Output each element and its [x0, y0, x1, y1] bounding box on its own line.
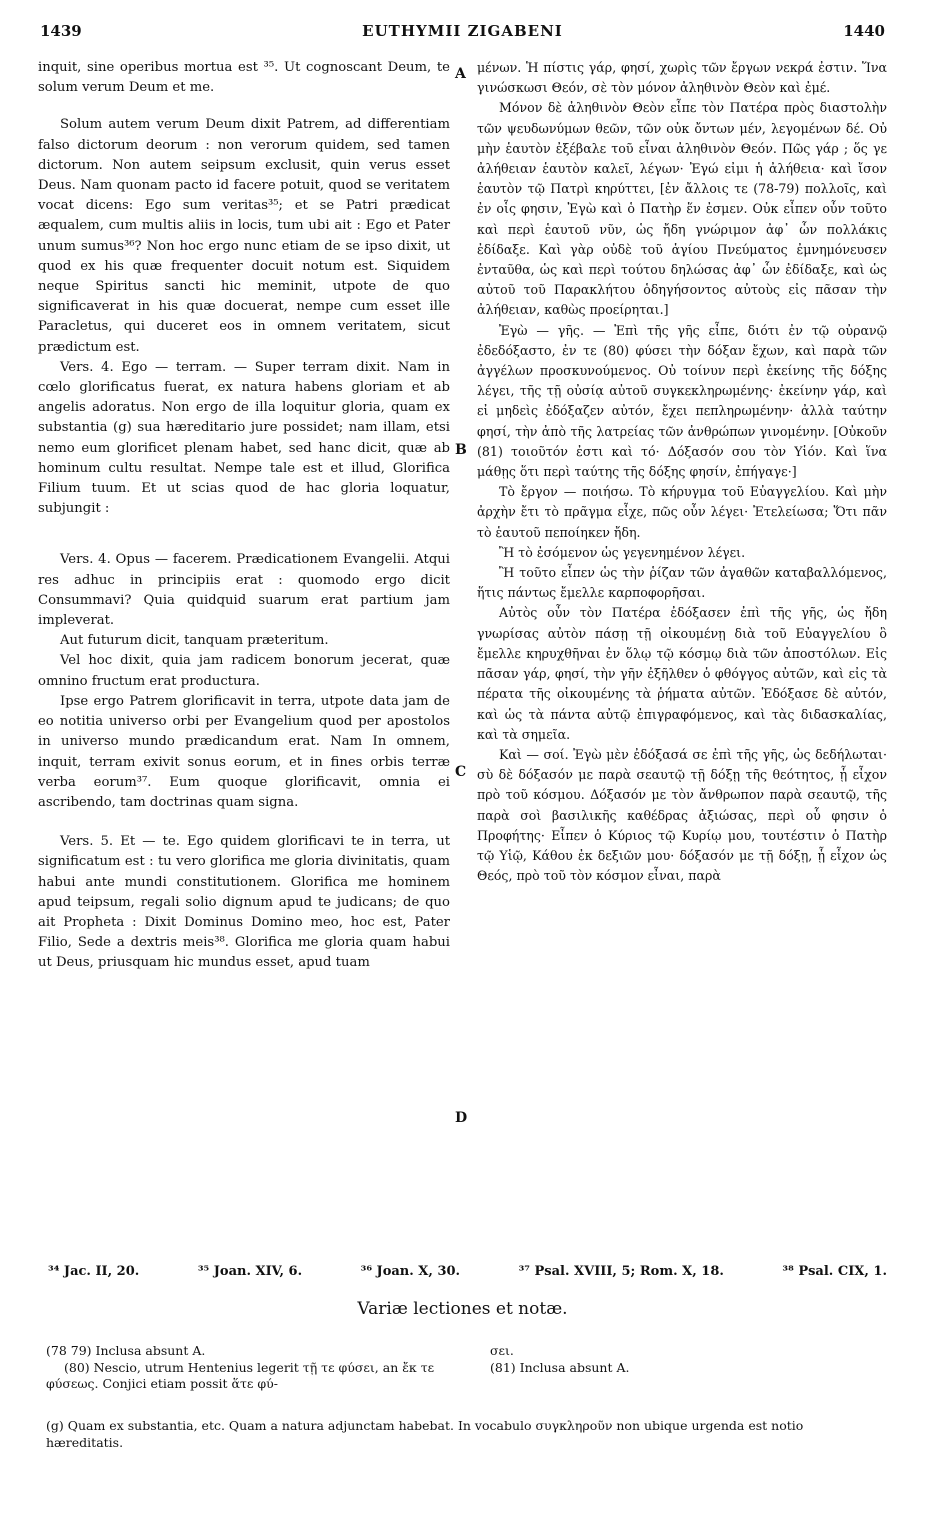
- latin-paragraph: Aut futurum dicit, tanquam præteritum.: [60, 633, 329, 649]
- latin-paragraph: Vers. 4. Opus — facerem. Prædicationem Evangelii. Atqui res adhuc in principiis erat : quomodo ergo dicit Consummavi? Quia quidquid suarum erat partium jam impleverat.: [38, 552, 450, 629]
- latin-paragraph: inquit, sine operibus mortua est ³⁵. Ut cognoscant Deum, te solum verum Deum et me.: [38, 60, 450, 96]
- scripture-footnotes: [48, 1264, 887, 1279]
- latin-paragraph: Vers. 4. Ego — terram. — Super terram dixit. Nam in cœlo glorificatus fuerat, ex natura habens gloriam et ab angelis adoratus. Non ergo de illa loquitur gloria, quam ex substantia (g) sua hæreditario jure possidet; nam illam, etsi nemo eum glorificet plenam habet, sed hanc dicit, quæ ab hominum cultu resultat. Nempe tale est et illud, Glorifica Filium tuum. Et ut scias quod de hac gloria loquatur, subjungit :: [38, 359, 450, 517]
- greek-column: [477, 58, 887, 886]
- notes-right: [490, 1343, 880, 1376]
- greek-paragraph: Ἢ τοῦτο εἶπεν ὡς τὴν ῥίζαν τῶν ἀγαθῶν καταβαλλόμενος, ἥτις πάντως ἔμελλε καρποφορῆσαι.: [477, 565, 887, 601]
- latin-paragraph: Solum autem verum Deum dixit Patrem, ad differentiam falso dictorum deorum : non verorum quidem, sed tamen dictorum. Non autem seipsum exclusit, quin verus esset Deus. Nam quonam pacto id facere potuit, quod se veritatem vocat dicens: Ego sum veritas³⁵; et se Patri prædicat æqualem, cum multis aliis in locis, tum ubi ait : Ego et Pater unum sumus³⁶? Non hoc ergo nunc etiam de se ipso dixit, ut quod ex his quæ frequenter docuit notum est. Siquidem neque Spiritus sancti hic meminit, utpote de quo significaverat in his quæ docuerat, nempe cum esset ille Paracletus, qui duceret eos in omnem veritatem, sicut prædictum est.: [38, 117, 450, 355]
- latin-paragraph: Ipse ergo Patrem glorificavit in terra, utpote data jam de eo notitia universo orbi per Evangelium quod per apostolos in universo mundo prædicandum erat. Nam In omnem, inquit, terram exivit sonus eorum, et in fines orbis terræ verba eorum³⁷. Eum quoque glorificavit, omnia ei ascribendo, tam doctrinas quam signa.: [38, 693, 450, 810]
- greek-paragraph: Μόνον δὲ ἀληθινὸν Θεὸν εἶπε τὸν Πατέρα πρὸς διαστολὴν τῶν ψευδωνύμων θεῶν, τῶν οὐκ ὄντων μέν, λεγομένων δέ. Οὐ μὴν ἑαυτὸν ἐξέβαλε τοῦ εἶναι ἀληθινὸν Θεόν. Πῶς γάρ ; ὅς γε ἀλήθειαν ἑαυτὸν καλεῖ, λέγων· Ἐγώ εἰμι ἡ ἀλήθεια· καὶ ἴσον ἑαυτὸν τῷ Πατρὶ κηρύττει, [ἐν ἄλλοις τε (78-79) πολλοῖς, καὶ ἐν οἷς φησιν, Ἐγὼ καὶ ὁ Πατὴρ ἕν ἐσμεν. Οὐκ εἶπεν οὖν τοῦτο καὶ περὶ ἑαυτοῦ νῦν, ὡς ἤδη γνώριμον ἀφ᾽ ὧν πολλάκις ἐδίδαξε. Καὶ γὰρ οὐδὲ τοῦ ἁγίου Πνεύματος ἐμνημόνευσεν ἐνταῦθα, ὡς καὶ περὶ τούτου δηλώσας ἀφ᾽ ὧν ἐδίδαξε, καὶ ὡς αὐτοῦ τοῦ Παρακλήτου ὁδηγήσοντος αὐτοὺς εἰς πᾶσαν τὴν ἀλήθειαν, καθὼς προείρηται.]: [477, 100, 887, 318]
- footnote: ³⁶ Joan. X, 30.: [360, 1264, 461, 1279]
- greek-paragraph: μένων. Ἡ πίστις γάρ, φησί, χωρὶς τῶν ἔργων νεκρά ἐστιν. Ἵνα γινώσκωσι Θεόν, σὲ τὸν μόνον ἀληθινὸν Θεὸν καὶ ἐμέ.: [477, 60, 887, 96]
- page-number-right: 1440: [843, 22, 885, 40]
- latin-paragraph: Vel hoc dixit, quia jam radicem bonorum jecerat, quæ omnino fructum erat productura.: [38, 653, 450, 689]
- note: (78 79) Inclusa absunt A.: [46, 1343, 206, 1358]
- footnote: ³⁵ Joan. XIV, 6.: [197, 1264, 303, 1279]
- greek-paragraph: Τὸ ἔργον — ποιήσω. Τὸ κήρυγμα τοῦ Εὐαγγελίου. Καὶ μὴν ἀρχὴν ἔτι τὸ πρᾶγμα εἶχε, πῶς οὖν λέγει· Ἐτελείωσα; Ὅτι πᾶν τὸ ἑαυτοῦ πεποίηκεν ἤδη.: [477, 484, 887, 540]
- margin-marker: D: [455, 1110, 468, 1126]
- margin-marker: A: [455, 66, 466, 82]
- running-title: EUTHYMII ZIGABENI: [362, 22, 563, 40]
- variae-title: Variæ lectiones et notæ.: [357, 1299, 568, 1319]
- margin-marker: C: [455, 764, 467, 780]
- latin-paragraph: Vers. 5. Et — te. Ego quidem glorificavi te in terra, ut significatum est : tu vero glorifica me gloria divinitatis, quam habui ante mundi constitutionem. Glorifica me hominem apud teipsum, regali solio dignum apud te judicans; de quo ait Propheta : Dixit Dominus Domino meo, hoc est, Pater Filio, Sede a dextris meis³⁸. Glorifica me gloria quam habui ut Deus, priusquam hic mundus esset, apud tuam: [38, 834, 450, 971]
- notes-left: [46, 1343, 454, 1393]
- footnote: ³⁴ Jac. II, 20.: [48, 1264, 140, 1279]
- latin-column: [38, 58, 450, 974]
- footnote: ³⁷ Psal. XVIII, 5; Rom. X, 18.: [518, 1264, 724, 1279]
- greek-paragraph: Αὐτὸς οὖν τὸν Πατέρα ἐδόξασεν ἐπὶ τῆς γῆς, ὡς ἤδη γνωρίσας αὐτὸν πάσῃ τῇ οἰκουμένῃ διὰ τοῦ Εὐαγγελίου ὃ ἔμελλε κηρυχθῆναι ἐν ὅλῳ τῷ κόσμῳ διὰ τῶν ἀποστόλων. Εἰς πᾶσαν γάρ, φησί, τὴν γῆν ἐξῆλθεν ὁ φθόγγος αὐτῶν, καὶ εἰς τὰ πέρατα τῆς οἰκουμένης τὰ ῥήματα αὐτῶν. Ἐδόξασε δὲ αὐτόν, καὶ ὡς τὰ πάντα αὐτῷ ἐπιγραφόμενος, καὶ τὰς διδασκαλίας, καὶ τὰ σημεῖα.: [477, 605, 887, 742]
- greek-paragraph: Ἢ τὸ ἐσόμενον ὡς γεγενημένον λέγει.: [499, 544, 746, 560]
- note: (80) Nescio, utrum Hentenius legerit τῇ τε φύσει, an ἔκ τε φύσεως. Conjici etiam possit ἅτε φύ-: [46, 1359, 435, 1391]
- note: (81) Inclusa absunt A.: [490, 1359, 630, 1375]
- greek-paragraph: Καὶ — σοί. Ἐγὼ μὲν ἐδόξασά σε ἐπὶ τῆς γῆς, ὡς δεδήλωται· σὺ δὲ δόξασόν με παρὰ σεαυτῷ τῇ δόξῃ τῆς θεότητος, ᾗ εἶχον πρὸ τοῦ κόσμου. Δόξασόν με τὸν ἄνθρωπον παρὰ σεαυτῷ, τῆς παρὰ σοὶ βασιλικῆς καθέδρας ἀξιώσας, περὶ οὗ φησιν ὁ Προφήτης· Εἶπεν ὁ Κύριος τῷ Κυρίῳ μου, τουτέστιν ὁ Πατὴρ τῷ Υἱῷ, Κάθου ἐκ δεξιῶν μου· δόξασόν με τῇ δόξῃ, ᾗ εἶχον ὡς Θεός, πρὸ τοῦ τὸν κόσμον εἶναι, παρὰ: [477, 746, 887, 884]
- footnote: ³⁸ Psal. CIX, 1.: [782, 1264, 887, 1279]
- page-header: [40, 8, 885, 42]
- greek-paragraph: Ἐγὼ — γῆς. — Ἐπὶ τῆς γῆς εἶπε, διότι ἐν τῷ οὐρανῷ ἐδεδόξαστο, ἐν τε (80) φύσει τὴν δόξαν ἔχων, καὶ παρὰ τῶν ἀγγέλων προσκυνούμενος. Οὐ τοίνυν περὶ ἐκείνης τῆς δόξης λέγει, τῆς τῇ οὐσίᾳ αὐτοῦ συγκεκληρωμένης· ἐκείνην γάρ, καὶ εἰ μηδεὶς ἐδόξαζεν αὐτόν, ἔχει πεπληρωμένην· ἀλλὰ ταύτην φησί, τὴν ἀπὸ τῆς λατρείας τῶν ἀνθρώπων γινομένην. [Οὐκοῦν (81) τοιοῦτόν ἐστι καὶ τό· Δόξασόν σου τὸν Υἱόν. Καὶ ἵνα μάθῃς ὅτι περὶ ταύτης τῆς δόξης φησίν, ἐπήγαγε·]: [477, 322, 887, 480]
- note: σει.: [490, 1343, 514, 1358]
- note-g: (g) Quam ex substantia, etc. Quam a natura adjunctam habebat. In vocabulo συγκληροῦν non ubique urgenda est notio hæreditatis.: [46, 1418, 804, 1450]
- margin-marker: B: [455, 442, 467, 458]
- page-number-left: 1439: [40, 22, 82, 40]
